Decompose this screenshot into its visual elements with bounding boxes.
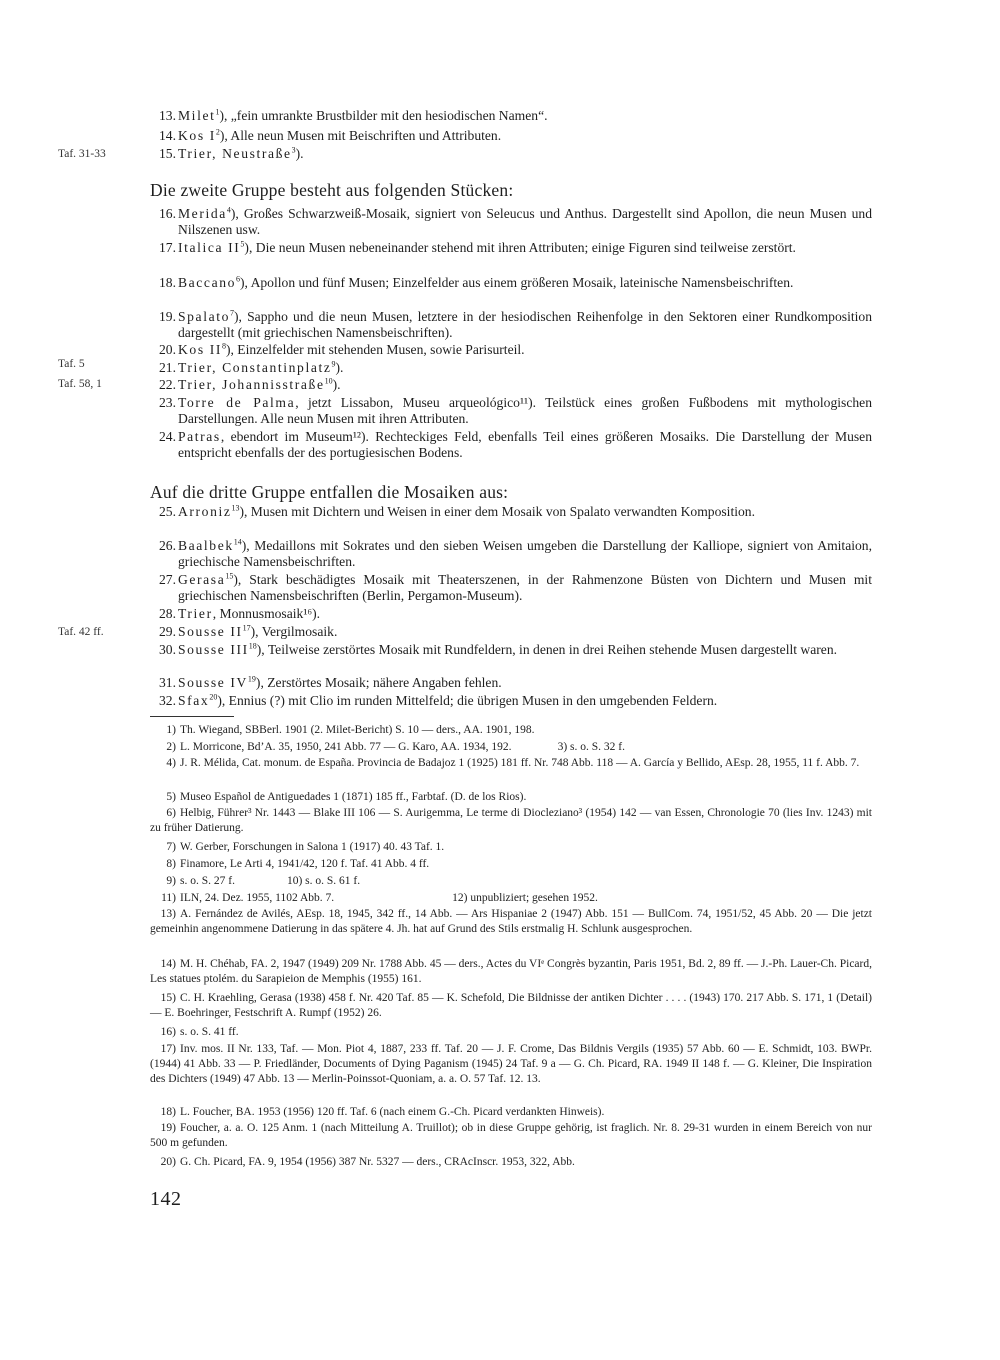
entry-19 [150,309,872,341]
footnote-ref: 1 [215,107,220,117]
footnote-ref: 20 [209,692,218,702]
entry-site-name: Milet [178,108,216,123]
entry-number: 26. [159,538,176,553]
footnote-2-3 [150,740,872,755]
entry-18 [150,275,872,291]
footnote-number: 6) [166,807,176,819]
margin-note-taf-42ff: Taf. 42 ff. [58,626,104,638]
footnote-text: s. o. S. 32 f. [570,741,625,753]
entry-text: ), Musen mit Dichtern und Weisen in einer dem Mosaik von Spalato verwandten Komposition. [239,504,755,519]
footnote-number: 18) [160,1106,176,1118]
footnote-number: 16) [160,1026,176,1038]
footnote-ref: 3 [291,145,296,155]
entry-site-name: Italica II [178,240,241,255]
entry-text: ), Vergilmosaik. [250,624,338,639]
entry-number: 21. [159,360,176,375]
entry-number: 18. [159,275,176,290]
footnote-text: s. o. S. 27 f. [180,875,235,887]
footnote-7 [150,840,872,855]
entry-text: ), Einzelfelder mit stehenden Musen, sowie Parisurteil. [225,342,525,357]
footnote-text: s. o. S. 61 f. [305,875,361,887]
entry-site-name: Spalato [178,309,230,324]
entry-site-name: Kos I [178,128,216,143]
entry-14 [150,128,872,144]
entry-number: 17. [159,240,176,255]
entry-number: 13. [159,108,176,123]
footnote-number: 11) [161,892,176,904]
entry-site-name: Gerasa [178,572,226,587]
footnote-number: 8) [166,858,176,870]
footnote-19 [150,1121,872,1151]
page-number: 142 [150,1188,182,1210]
entry-text: , jetzt Lissabon, Museu arqueológico¹¹). Teilstück eines großen Fußbodens mit mythologischen Darstellungen. Alle neun Musen mit ihren Attributen. [178,395,872,426]
footnote-ref: 14 [233,537,242,547]
footnote-ref: 9 [331,359,336,369]
footnote-18 [150,1105,872,1120]
entry-15 [150,146,872,162]
footnote-number: 10) [286,875,303,887]
footnote-ref: 7 [229,308,234,318]
entry-site-name: Trier, Constantinplatz [178,360,332,375]
entry-23 [150,395,872,427]
entry-site-name: Trier, Neustraße [178,146,292,161]
entry-17 [150,240,872,256]
entry-26 [150,538,872,570]
footnote-separator [150,716,234,717]
entry-text: ), Alle neun Musen mit Beischriften und Attributen. [219,128,502,143]
entry-32 [150,693,872,709]
entry-16 [150,206,872,238]
entry-site-name: Sousse III [178,642,249,657]
entry-site-name: Arroniz [178,504,232,519]
footnote-1 [150,723,872,738]
footnote-number: 1) [166,724,176,736]
footnote-number: 7) [166,841,176,853]
entry-number: 15. [159,146,176,161]
entry-30 [150,642,872,658]
entry-site-name: Torre de Palma [178,395,296,410]
entry-site-name: Kos II [178,342,222,357]
entry-text: ), Apollon und fünf Musen; Einzelfelder aus einem größeren Mosaik, lateinische Namensbeischriften. [240,275,794,290]
entry-13 [150,108,872,124]
footnote-number: 20) [160,1156,176,1168]
entry-site-name: Baalbek [178,538,234,553]
footnote-text: Th. Wiegand, SBBerl. 1901 (2. Milet-Bericht) S. 10 — ders., AA. 1901, 198. [180,724,535,736]
entry-number: 32. [159,693,176,708]
entry-27 [150,572,872,604]
footnote-text: unpubliziert; gesehen 1952. [470,892,598,904]
entry-number: 22. [159,377,176,392]
entry-text: ), Medaillons mit Sokrates und den sieben Weisen umgeben die Darstellung der Kalliope, signiert von Amitaion, griechische Namensbeischriften. [178,538,872,569]
footnote-number: 14) [160,958,176,970]
footnote-ref: 2 [215,127,220,137]
footnote-number: 13) [160,908,176,920]
entry-text: , ebendort im Museum¹²). Rechteckiges Feld, ebenfalls Teil eines größeren Mosaiks. Die Darstellung der Musen entspricht ebenfalls der des portugiesischen Bodens. [178,429,872,460]
footnote-number: 4) [166,757,176,769]
footnote-text: Helbig, Führer³ Nr. 1443 — Blake III 106 — S. Aurigemma, Le terme di Diocleziano³ (1954) 142 — van Essen, Chronologie 70 (lies Inv. 1243) mit zu früher Datierung. [150,807,872,834]
footnote-text: Finamore, Le Arti 4, 1941/42, 120 f. Taf. 41 Abb. 4 ff. [180,858,430,870]
entry-number: 19. [159,309,176,324]
entry-text: ), Die neun Musen nebeneinander stehend mit ihren Attributen; einige Figuren sind teilweise zerstört. [244,240,796,255]
footnote-text: L. Foucher, BA. 1953 (1956) 120 ff. Taf. 6 (nach einem G.-Ch. Picard verdankten Hinweis). [180,1106,605,1118]
footnote-15 [150,991,872,1021]
footnote-text: Museo Español de Antiguedades 1 (1871) 185 ff., Farbtaf. (D. de los Rios). [180,791,527,803]
entry-text: ), Teilweise zerstörtes Mosaik mit Rundfeldern, in denen in drei Reihen stehende Musen dargestellt waren. [256,642,838,657]
entry-number: 14. [159,128,176,143]
footnote-number: 9) [166,875,176,887]
footnote-number: 17) [160,1043,176,1055]
footnote-5 [150,790,872,805]
entry-28 [150,606,872,622]
footnote-text: Foucher, a. a. O. 125 Anm. 1 (nach Mitteilung A. Truillot); ob in diese Gruppe gehörig, ist fraglich. Nr. 8. 29-31 wurden in einem Bereich von nur 500 m gefunden. [150,1122,872,1149]
entry-number: 23. [159,395,176,410]
footnote-number: 15) [160,992,176,1004]
footnote-16 [150,1025,872,1040]
entry-site-name: Sousse IV [178,675,248,690]
footnote-text: L. Morricone, Bd’A. 35, 1950, 241 Abb. 77 — G. Karo, AA. 1934, 192. [180,741,512,753]
entry-24 [150,429,872,461]
footnote-number: 19) [160,1122,176,1134]
entry-text: ). [335,360,344,375]
entry-number: 20. [159,342,176,357]
entry-text: ), Zerstörtes Mosaik; nähere Angaben fehlen. [255,675,502,690]
entry-number: 16. [159,206,176,221]
footnote-number: 3) [557,741,568,753]
entry-text: ). [295,146,304,161]
footnote-17 [150,1042,872,1087]
footnote-number: 12) [452,892,468,904]
footnote-text: A. Fernández de Avilés, AEsp. 18, 1945, 342 ff., 14 Abb. — Ars Hispaniae 2 (1947) Abb. 151 — BullCom. 74, 1951/52, 45 Abb. 20 — Die jetzt gemeinhin angenommene Datierung in das spätere 4. Jh. hat auf Grund des Stils erstmalig H. Schlunk ausgesprochen. [150,908,872,935]
entry-text: ), Ennius (?) mit Clio im runden Mittelfeld; die übrigen Musen in den umgebenden Feldern. [217,693,718,708]
entry-site-name: Trier, Johannisstraße [178,377,325,392]
entry-number: 25. [159,504,176,519]
section-heading-group-3: Auf die dritte Gruppe entfallen die Mosaiken aus: [150,482,509,502]
entry-text: ), „fein umrankte Brustbilder mit den hesiodischen Namen“. [219,108,548,123]
entry-site-name: Trier [178,606,213,621]
footnote-20 [150,1155,872,1170]
footnote-text: G. Ch. Picard, FA. 9, 1954 (1956) 387 Nr. 5327 — ders., CRAcInscr. 1953, 322, Abb. [180,1156,575,1168]
footnote-4 [150,756,872,771]
entry-text: ), Sappho und die neun Musen, letztere in der hesiodischen Reihenfolge in den Sektoren einer Rundkomposition dargestellt (mit griechischen Namensbeischriften). [178,309,872,340]
footnote-ref: 5 [240,239,245,249]
footnote-ref: 8 [221,341,226,351]
entry-text: ), Großes Schwarzweiß-Mosaik, signiert von Seleucus und Anthus. Dargestellt sind Apollon, die neun Musen und Nilszenen usw. [178,206,872,237]
footnote-ref: 13 [231,503,240,513]
footnote-ref: 10 [324,376,333,386]
footnote-ref: 4 [226,205,231,215]
footnote-11-12 [150,891,872,906]
entry-21 [150,360,872,376]
footnote-14 [150,957,872,987]
footnote-number: 2) [166,741,176,753]
entry-20 [150,342,872,358]
margin-note-taf-58-1: Taf. 58, 1 [58,378,102,390]
footnote-ref: 6 [236,274,240,284]
entry-25 [150,504,872,520]
footnote-text: W. Gerber, Forschungen in Salona 1 (1917) 40. 43 Taf. 1. [180,841,445,853]
margin-note-taf-31-33: Taf. 31-33 [58,148,106,160]
entry-text: , Monnusmosaik¹⁶). [212,606,321,621]
footnote-8 [150,857,872,872]
margin-note-taf-5: Taf. 5 [58,358,85,370]
footnote-ref: 17 [242,623,251,633]
footnote-text: Inv. mos. II Nr. 133, Taf. — Mon. Piot 4, 1887, 233 ff. Taf. 20 — J. F. Crome, Das Bildnis Vergils (1935) 57 Abb. 60 — E. Schmidt, 103. BWPr. (1944) 41 Abb. 33 — P. Friedländer, Documents of Dying Paganism (1945) 24 Taf. 9 a — G. Ch. Picard, RA. 1949 II 148 f. — G. Kleiner, Die Inspiration des Dichters (1949) 47 Abb. 13 — Merlin-Poinssot-Quoniam, a. a. O. 57 Taf. 12. 13. [150,1043,872,1085]
entry-site-name: Merida [178,206,227,221]
footnote-text: J. R. Mélida, Cat. monum. de España. Provincia de Badajoz 1 (1925) 181 ff. Nr. 748 Abb. 118 — A. García y Bellido, AEsp. 28, 1955, 11 f. Abb. 7. [180,757,860,769]
footnote-text: M. H. Chéhab, FA. 2, 1947 (1949) 209 Nr. 1788 Abb. 45 — ders., Actes du VIᵉ Congrès byzantin, Paris 1951, Bd. 2, 89 ff. — J.-Ph. Lauer-Ch. Picard, Les statues ptolém. du Sarapieion de Memphis (1955) 161. [150,958,872,985]
footnote-text: s. o. S. 41 ff. [180,1026,239,1038]
footnote-13 [150,907,872,937]
footnote-ref: 18 [248,641,257,651]
entry-31 [150,675,872,691]
entry-site-name: Sfax [178,693,210,708]
entry-number: 31. [159,675,176,690]
entry-number: 29. [159,624,176,639]
entry-number: 24. [159,429,176,444]
footnote-text: C. H. Kraehling, Gerasa (1938) 458 f. Nr. 420 Taf. 85 — K. Schefold, Die Bildnisse der antiken Dichter . . . . (1943) 170. 217 Abb. S. 171, 1 (Detail) — E. Boehringer, Festschrift A. Rumpf (1952) 26. [150,992,872,1019]
entry-site-name: Baccano [178,275,236,290]
entry-29 [150,624,872,640]
footnote-9-10 [150,874,872,889]
footnote-ref: 19 [247,674,256,684]
entry-site-name: Patras [178,429,221,444]
entry-number: 28. [159,606,176,621]
entry-text: ). [332,377,341,392]
footnote-text: ILN, 24. Dez. 1955, 1102 Abb. 7. [180,892,335,904]
entry-number: 30. [159,642,176,657]
footnote-number: 5) [166,791,176,803]
entry-number: 27. [159,572,176,587]
footnote-ref: 15 [225,571,234,581]
entry-text: ), Stark beschädigtes Mosaik mit Theaterszenen, in der Rahmenzone Büsten von Dichtern und Musen mit griechischen Namensbeischriften (Berlin, Pergamon-Museum). [178,572,872,603]
section-heading-group-2: Die zweite Gruppe besteht aus folgenden Stücken: [150,180,514,200]
entry-22 [150,377,872,393]
entry-site-name: Sousse II [178,624,243,639]
footnote-6 [150,806,872,836]
